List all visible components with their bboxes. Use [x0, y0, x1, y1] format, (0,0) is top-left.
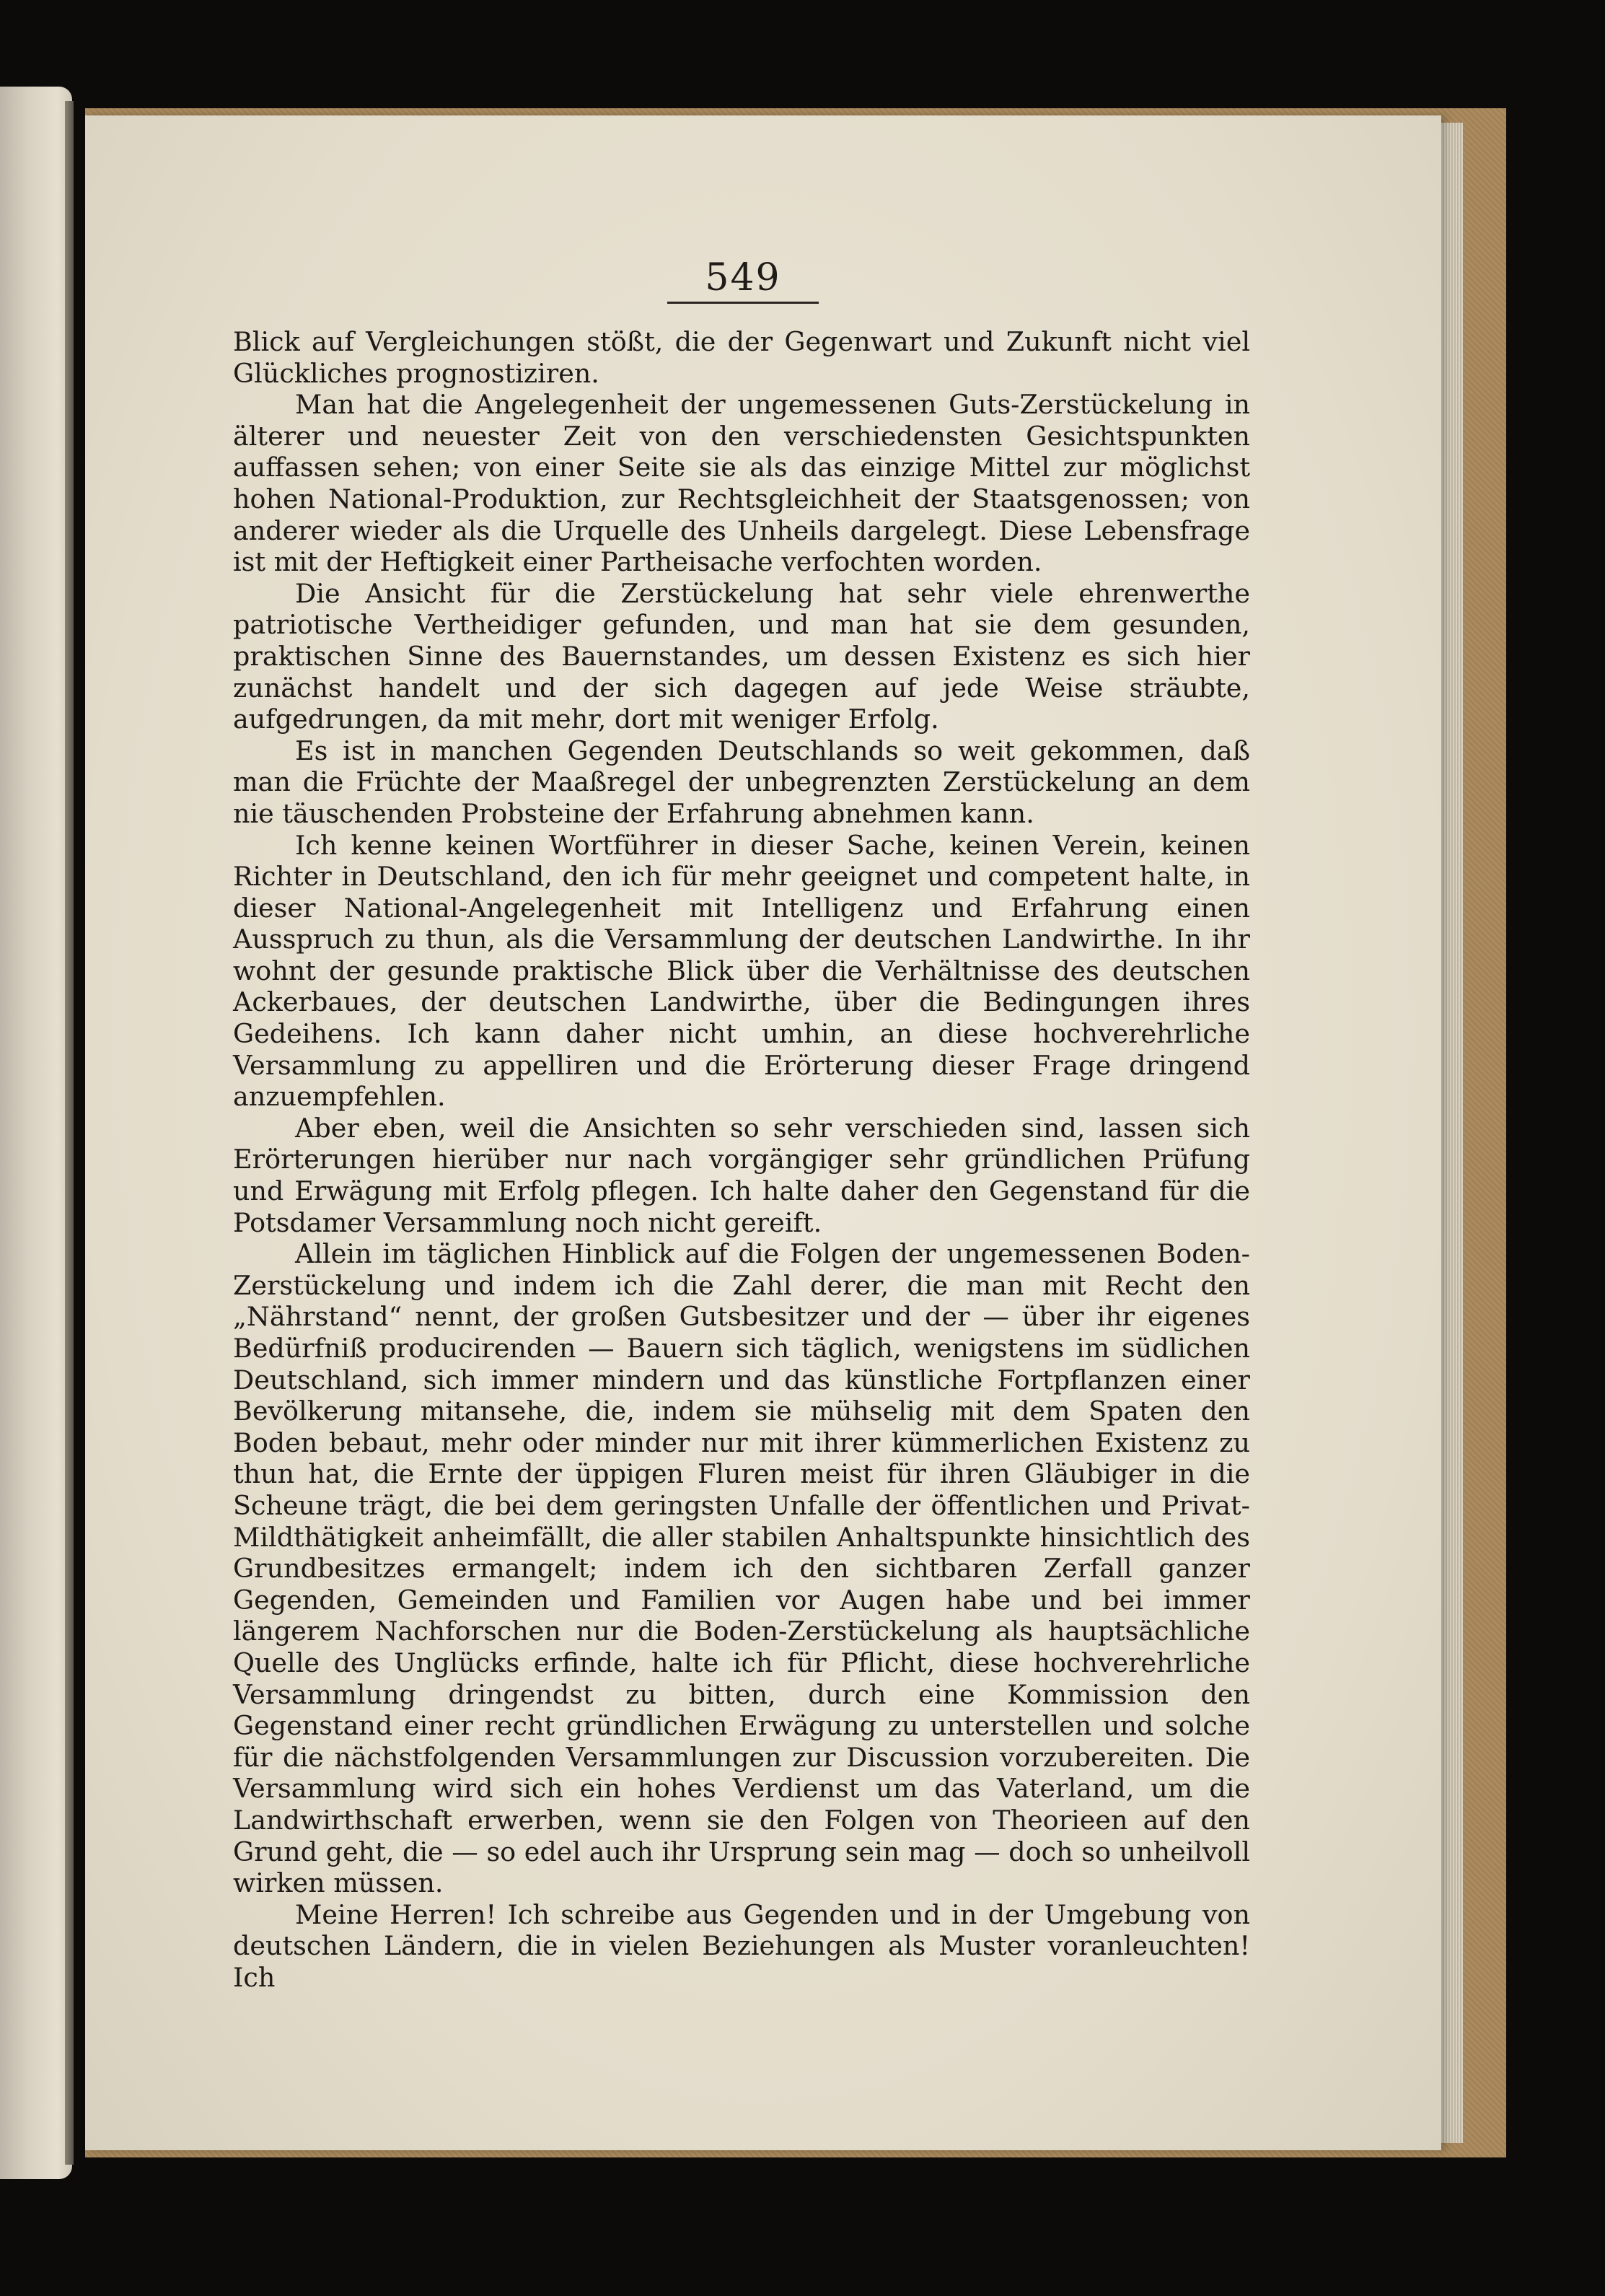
paragraph: Allein im täglichen Hinblick auf die Folgen der ungemessenen Boden-Zerstückelung und indem ich die Zahl derer, die man mit Recht den „Nährstand“ nennt, der großen Gutsbesitzer und der — über ihr eigenes Bedürfniß producirenden — Bauern sich täglich, wenigstens im südlichen Deutschland, sich immer mindern und das künstliche Fortpflanzen einer Bevölkerung mitansehe, die, indem sie mühselig mit dem Spaten den Boden bebaut, mehr oder minder nur mit ihrer kümmerlichen Existenz zu thun hat, die Ernte der üppigen Fluren meist für ihren Gläubiger in die Scheune trägt, die bei dem geringsten Unfalle der öffentlichen und Privat-Mildthätigkeit anheimfällt, die aller stabilen Anhaltspunkte hinsichtlich des Grundbesitzes ermangelt; indem ich den sichtbaren Zerfall ganzer Gegenden, Gemeinden und Familien vor Augen habe und bei immer längerem Nachforschen nur die Boden-Zerstückelung als hauptsächliche Quelle des Unglücks erfinde, halte ich für Pflicht, diese hochverehrliche Versammlung dringendst zu bitten, durch eine Kommission den Gegenstand einer recht gründlichen Erwägung zu unterstellen und solche für die nächstfolgenden Versammlungen zur Discussion vorzubereiten. Die Versammlung wird sich ein hohes Verdienst um das Vaterland, um die Landwirthschaft erwerben, wenn sie den Folgen von Theorieen auf den Grund geht, die — so edel auch ihr Ursprung sein mag — doch so unheilvoll wirken müssen. — [233, 1238, 1250, 1899]
page-number: 549 — [705, 256, 781, 299]
facing-page — [0, 87, 72, 2179]
paragraph: Blick auf Vergleichungen stößt, die der Gegenwart und Zukunft nicht viel Glückliches prognostiziren. — [233, 326, 1250, 389]
paragraph: Man hat die Angelegenheit der ungemessenen Guts-Zerstückelung in älterer und neuester Zeit von den verschiedensten Gesichtspunkten auffassen sehen; von einer Seite sie als das einzige Mittel zur möglichst hohen National-Produktion, zur Rechtsgleichheit der Staatsgenossen; von anderer wieder als die Urquelle des Unheils dargelegt. Diese Lebensfrage ist mit der Heftigkeit einer Partheisache verfochten worden. — [233, 389, 1250, 578]
paragraph: Es ist in manchen Gegenden Deutschlands so weit gekommen, daß man die Früchte der Maaßregel der unbegrenzten Zerstückelung an dem nie täuschenden Probsteine der Erfahrung abnehmen kann. — [233, 735, 1250, 829]
page-edges — [1441, 123, 1463, 2143]
header-rule — [667, 302, 819, 304]
body-text — [233, 326, 1250, 1993]
paragraph: Die Ansicht für die Zerstückelung hat sehr viele ehrenwerthe patriotische Vertheidiger gefunden, und man hat sie dem gesunden, praktischen Sinne des Bauernstandes, um dessen Existenz es sich hier zunächst handelt und der sich dagegen auf jede Weise sträubte, aufgedrungen, da mit mehr, dort mit weniger Erfolg. — [233, 577, 1250, 735]
paragraph: Ich kenne keinen Wortführer in dieser Sache, keinen Verein, keinen Richter in Deutschland, den ich für mehr geeignet und competent halte, in dieser National-Angelegenheit mit Intelligenz und Erfahrung einen Ausspruch zu thun, als die Versammlung der deutschen Landwirthe. In ihr wohnt der gesunde praktische Blick über die Verhältnisse des deutschen Ackerbaues, der deutschen Landwirthe, über die Bedingungen ihres Gedeihens. Ich kann daher nicht umhin, an diese hochverehrliche Versammlung zu appelliren und die Erörterung dieser Frage dringend anzuempfehlen. — [233, 829, 1250, 1113]
book-gutter — [65, 101, 74, 2165]
paragraph: Meine Herren! Ich schreibe aus Gegenden und in der Umgebung von deutschen Ländern, die in vielen Beziehungen als Muster voranleuchten! Ich — [233, 1898, 1250, 1993]
paragraph: Aber eben, weil die Ansichten so sehr verschieden sind, lassen sich Erörterungen hierüber nur nach vorgängiger sehr gründlichen Prüfung und Erwägung mit Erfolg pflegen. Ich halte daher den Gegenstand für die Potsdamer Versammlung noch nicht gereift. — [233, 1112, 1250, 1238]
